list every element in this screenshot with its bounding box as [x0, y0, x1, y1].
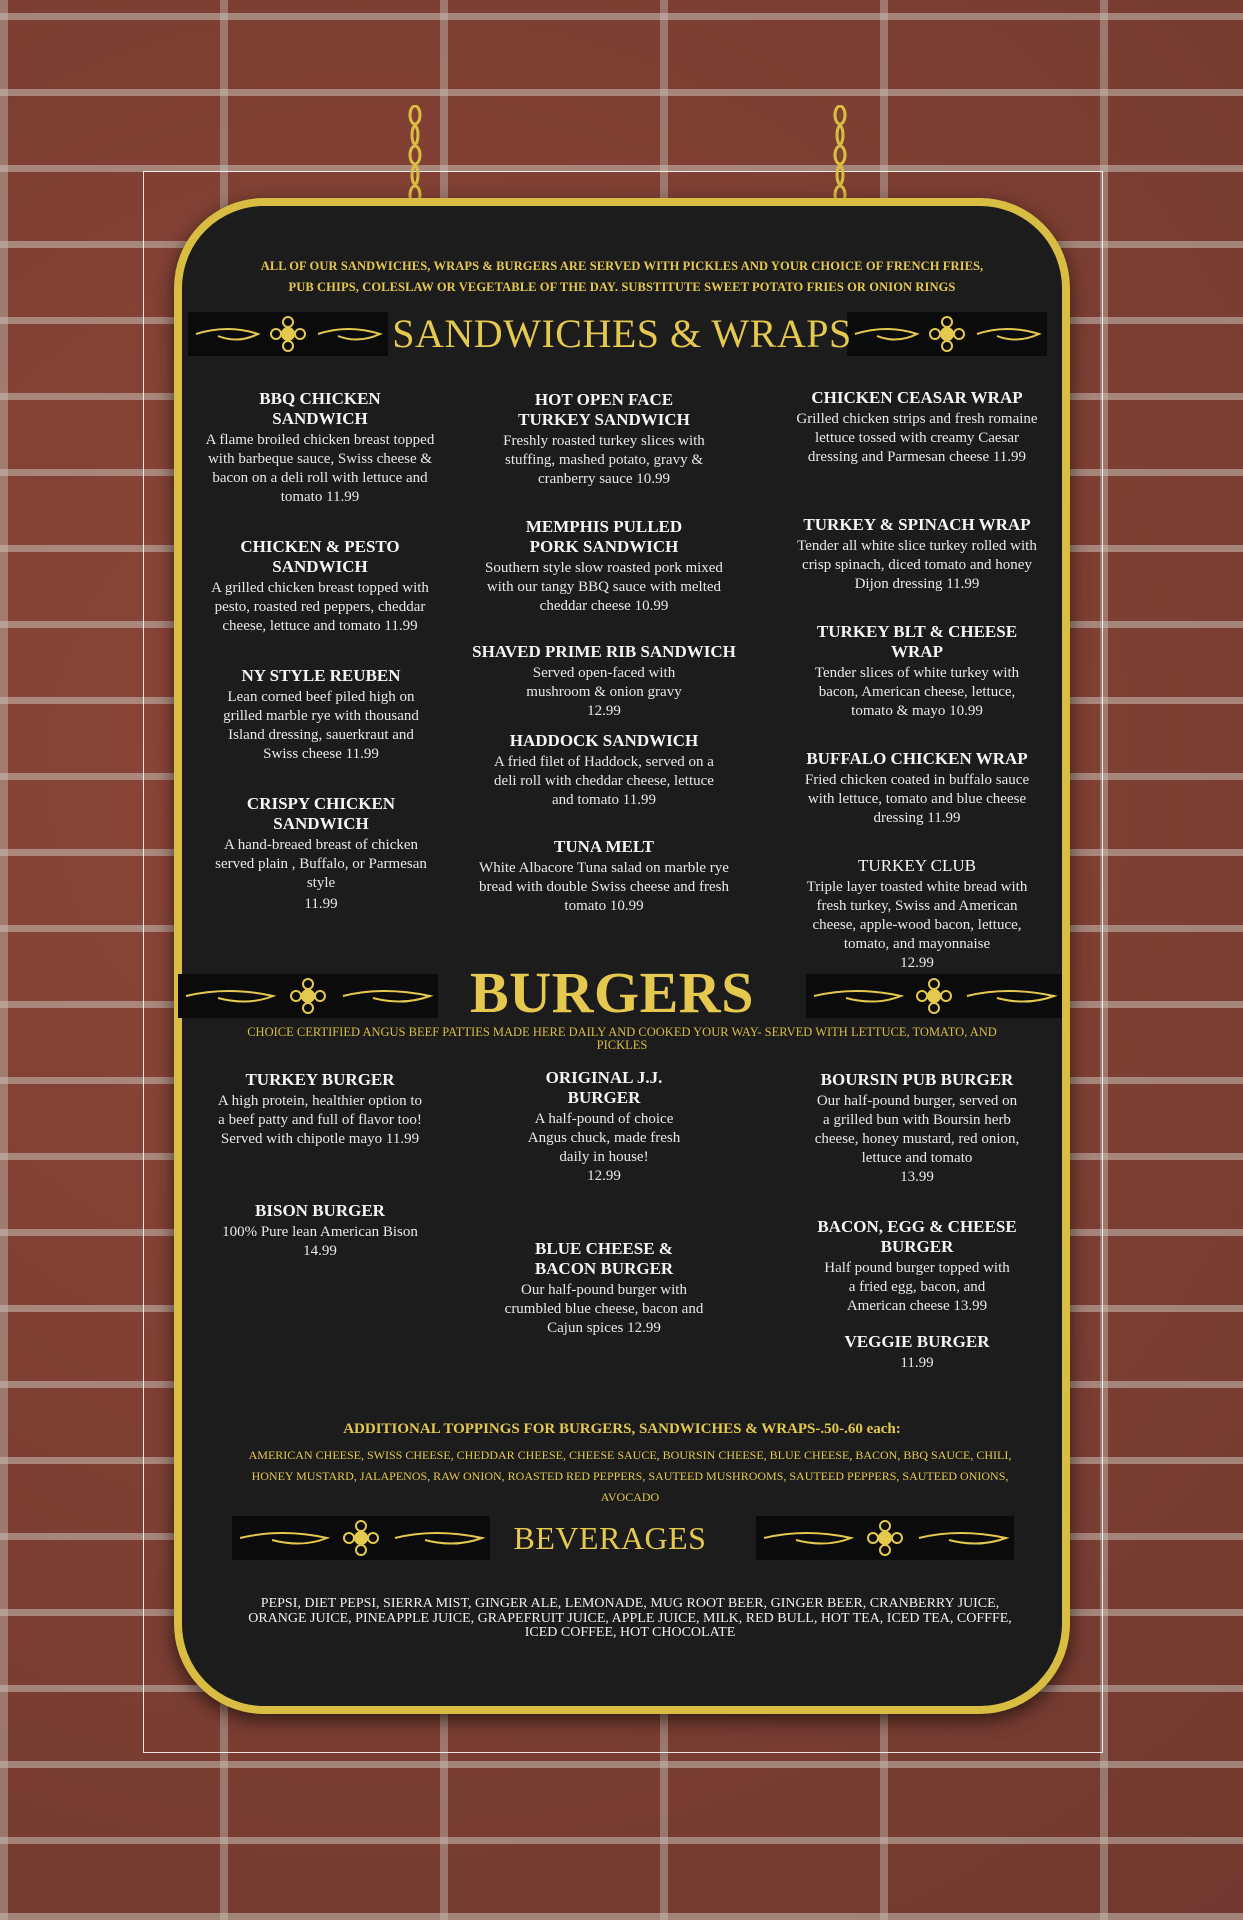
item-price: 13.99 [900, 1169, 934, 1185]
menu-item [794, 388, 1040, 467]
menu-item [802, 1217, 1032, 1316]
item-description: Served open-faced with mushroom & onion gravy 12.99 [526, 665, 682, 719]
menu-item [794, 749, 1040, 828]
item-name: TURKEY BLT & CHEESE WRAP [816, 622, 1018, 661]
serving-notice-line: ALL OF OUR SANDWICHES, WRAPS & BURGERS ARE SERVED WITH PICKLES AND YOUR CHOICE OF FRENCH FRIES, [260, 259, 984, 273]
item-description: Freshly roasted turkey slices with stuffing, mashed potato, gravy & cranberry sauce 10.99 [503, 433, 705, 487]
item-description: Tender all white slice turkey rolled with crisp spinach, diced tomato and honey Dijon dressing 11.99 [797, 538, 1037, 592]
item-description: Triple layer toasted white bread with fresh turkey, Swiss and American cheese, apple-wood bacon, lettuce, tomato, and mayonnaise [806, 879, 1028, 952]
item-name: TURKEY CLUB [858, 856, 976, 875]
menu-item [210, 794, 432, 914]
item-name: NY STYLE REUBEN [241, 666, 401, 685]
item-name: CHICKEN CEASAR WRAP [811, 388, 1023, 407]
menu-item [204, 1070, 436, 1149]
item-price: 14.99 [303, 1243, 337, 1259]
item-name: VEGGIE BURGER [844, 1332, 990, 1351]
item-name: BOURSIN PUB BURGER [820, 1070, 1014, 1089]
menu-item [472, 642, 736, 721]
item-name: ORIGINAL J.J. BURGER [545, 1068, 663, 1107]
burgers-subtitle: CHOICE CERTIFIED ANGUS BEEF PATTIES MADE HERE DAILY AND COOKED YOUR WAY- SERVED WITH LETTUCE, TOMATO, AND PICKLES [247, 1025, 997, 1052]
item-price: 12.99 [900, 955, 934, 971]
item-description: Grilled chicken strips and fresh romaine lettuce tossed with creamy Caesar dressing and Parmesan cheese 11.99 [796, 411, 1038, 465]
item-description: Lean corned beef piled high on grilled marble rye with thousand Island dressing, sauerkraut and Swiss cheese 11.99 [223, 689, 419, 762]
menu-item [804, 622, 1030, 721]
beverages-heading: BEVERAGES [513, 1520, 707, 1556]
item-name: BBQ CHICKEN SANDWICH [259, 389, 381, 428]
toppings-heading: ADDITIONAL TOPPINGS FOR BURGERS, SANDWICHES & WRAPS-.50-.60 each: [343, 1421, 901, 1437]
serving-notice-line: PUB CHIPS, COLESLAW OR VEGETABLE OF THE DAY. SUBSTITUTE SWEET POTATO FRIES OR ONION RINGS [288, 280, 956, 294]
menu-item [476, 837, 732, 916]
item-name: BLUE CHEESE & BACON BURGER [534, 1239, 674, 1278]
toppings-list: AMERICAN CHEESE, SWISS CHEESE, CHEDDAR CHEESE, CHEESE SAUCE, BOURSIN CHEESE, BLUE CHEESE, BACON, BBQ SAUCE, CHILI, HONEY MUSTARD, JALAPENOS, RAW ONION, ROASTED RED PEPPERS, SAUTEED MUSHROOMS, SAUTEED PEPPERS, SAUTEED ONIONS, AVOCADO [248, 1448, 1012, 1504]
item-description: Tender slices of white turkey with bacon, American cheese, lettuce, tomato & mayo 10.99 [814, 665, 1020, 719]
item-description: Our half-pound burger with crumbled blue cheese, bacon and Cajun spices 12.99 [504, 1282, 704, 1336]
item-description: A flame broiled chicken breast topped with barbeque sauce, Swiss cheese & bacon on a deli roll with lettuce and tomato 11.99 [205, 432, 435, 505]
menu-item [210, 666, 432, 764]
menu-item [204, 537, 436, 636]
item-description: Southern style slow roasted pork mixed with our tangy BBQ sauce with melted cheddar cheese 10.99 [485, 560, 723, 614]
item-name: HOT OPEN FACE TURKEY SANDWICH [518, 390, 690, 429]
item-name: TUNA MELT [554, 837, 654, 856]
burgers-heading: BURGERS [470, 960, 754, 1025]
menu-item [794, 856, 1040, 973]
menu-item [802, 1332, 1032, 1373]
menu-item [484, 517, 724, 616]
menu-item [494, 1239, 714, 1338]
item-name: HADDOCK SANDWICH [509, 731, 699, 750]
item-name: TURKEY & SPINACH WRAP [803, 515, 1031, 534]
item-description: Fried chicken coated in buffalo sauce with lettuce, tomato and blue cheese dressing 11.99 [804, 772, 1030, 826]
item-price: 11.99 [304, 896, 338, 912]
item-description: A half-pound of choice Angus chuck, made fresh daily in house! [527, 1111, 681, 1165]
menu-board [174, 198, 1070, 1714]
menu-item [794, 515, 1040, 594]
item-name: CRISPY CHICKEN SANDWICH [246, 794, 396, 833]
serving-notice [182, 256, 1062, 298]
item-description: A fried filet of Haddock, served on a deli roll with cheddar cheese, lettuce and tomato 11.99 [494, 754, 714, 808]
item-description: A grilled chicken breast topped with pesto, roasted red peppers, cheddar cheese, lettuce and tomato 11.99 [211, 580, 429, 634]
beverages-list: PEPSI, DIET PEPSI, SIERRA MIST, GINGER ALE, LEMONADE, MUG ROOT BEER, GINGER BEER, CRANBERRY JUICE, ORANGE JUICE, PINEAPPLE JUICE, GRAPEFRUIT JUICE, APPLE JUICE, MILK, RED BULL, HOT TEA, ICED TEA, COFFFE, ICED COFFEE, HOT CHOCOLATE [248, 1596, 1012, 1640]
menu-item [204, 389, 436, 507]
item-description: 100% Pure lean American Bison [222, 1224, 418, 1240]
item-name: CHICKEN & PESTO SANDWICH [240, 537, 400, 576]
menu-item [504, 1068, 704, 1186]
item-name: BUFFALO CHICKEN WRAP [806, 749, 1028, 768]
menu-item [204, 1201, 436, 1261]
menu-item [484, 390, 724, 489]
item-description: A high protein, healthier option to a beef patty and full of flavor too! Served with chipotle mayo 11.99 [217, 1093, 423, 1147]
item-name: SHAVED PRIME RIB SANDWICH [472, 642, 736, 661]
item-description: White Albacore Tuna salad on marble rye bread with double Swiss cheese and fresh tomato 10.99 [479, 860, 729, 914]
item-description: A hand-breaed breast of chicken served plain , Buffalo, or Parmesan style [215, 837, 427, 891]
item-name: MEMPHIS PULLED PORK SANDWICH [525, 517, 683, 556]
item-price: 11.99 [900, 1355, 934, 1371]
sandwiches-heading: SANDWICHES & WRAPS [392, 311, 852, 356]
item-name: TURKEY BURGER [245, 1070, 395, 1089]
item-name: BISON BURGER [255, 1201, 385, 1220]
menu-item [802, 1070, 1032, 1187]
menu-item [484, 731, 724, 810]
item-name: BACON, EGG & CHEESE BURGER [817, 1217, 1017, 1256]
item-price: 12.99 [587, 1168, 621, 1184]
item-description: Our half-pound burger, served on a grilled bun with Boursin herb cheese, honey mustard, red onion, lettuce and tomato [814, 1093, 1020, 1166]
item-description: Half pound burger topped with a fried egg, bacon, and American cheese 13.99 [824, 1260, 1010, 1314]
